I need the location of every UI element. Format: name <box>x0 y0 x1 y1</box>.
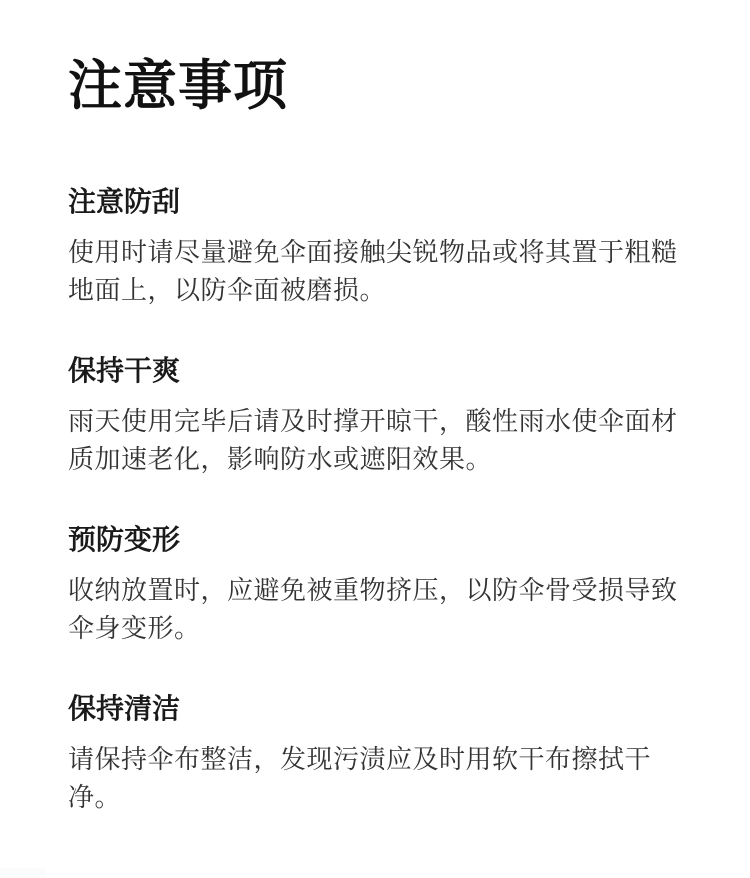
note-heading: 保持清洁 <box>68 693 181 724</box>
note-section-deform <box>68 524 690 647</box>
page-title: 注意事项 <box>68 56 288 116</box>
note-body: 使用时请尽量避免伞面接触尖锐物品或将其置于粗糙地面上，以防伞面被磨损。 <box>68 237 678 305</box>
note-body: 雨天使用完毕后请及时撑开晾干，酸性雨水使伞面材质加速老化，影响防水或遮阳效果。 <box>68 406 678 474</box>
bottom-left-artifact <box>0 868 46 878</box>
note-heading: 预防变形 <box>68 524 181 555</box>
note-body: 请保持伞布整洁，发现污渍应及时用软干布擦拭干净。 <box>68 744 652 812</box>
note-section-clean <box>68 693 690 816</box>
note-section-scratch <box>68 186 690 309</box>
note-section-dry <box>68 355 690 478</box>
note-heading: 保持干爽 <box>68 355 181 386</box>
note-heading: 注意防刮 <box>68 186 181 217</box>
note-body: 收纳放置时，应避免被重物挤压，以防伞骨受损导致伞身变形。 <box>68 575 678 643</box>
